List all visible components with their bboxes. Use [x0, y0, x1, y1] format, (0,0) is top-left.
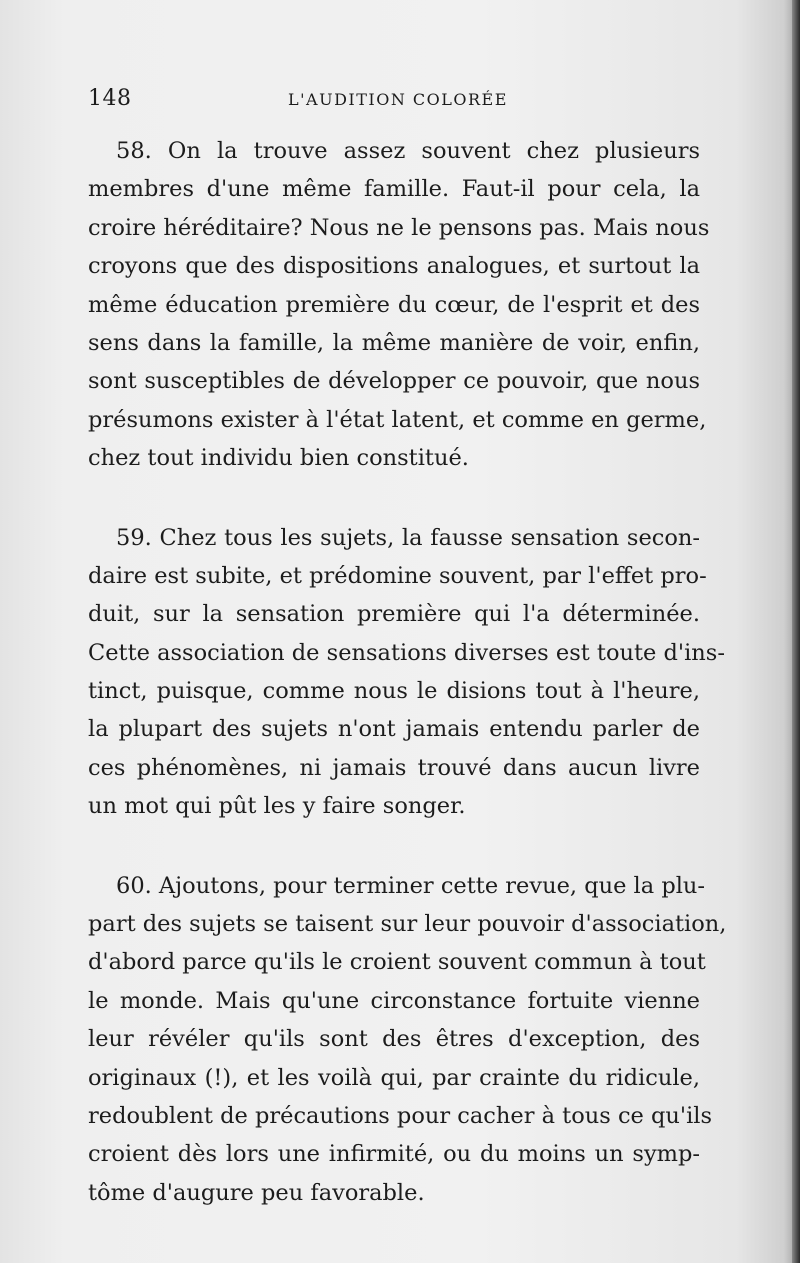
text-line: Cette association de sensations diverses est toute d'ins-	[88, 639, 725, 666]
page-number: 148	[88, 86, 132, 111]
text-line: redoublent de précautions pour cacher à tous ce qu'ils	[88, 1102, 713, 1129]
text-line: la plupart des sujets n'ont jamais entendu parler de	[88, 716, 700, 743]
text-line: daire est subite, et prédomine souvent, par l'effet pro-	[88, 562, 707, 589]
text-line: un mot qui pût les y faire songer.	[88, 793, 466, 820]
text-line: même éducation première du cœur, de l'esprit et des	[88, 291, 700, 318]
text-line: croyons que des dispositions analogues, et surtout la	[88, 253, 700, 280]
body-text	[88, 132, 727, 1253]
text-line: sens dans la famille, la même manière de voir, enfin,	[88, 329, 700, 356]
text-line: ces phénomènes, ni jamais trouvé dans aucun livre	[88, 754, 700, 781]
text-line: le monde. Mais qu'une circonstance fortuite vienne	[88, 987, 700, 1014]
paragraph-58	[88, 132, 710, 478]
text-line: leur révéler qu'ils sont des êtres d'exception, des	[88, 1026, 700, 1053]
page-spine-edge	[792, 0, 800, 1263]
text-line: tôme d'augure peu favorable.	[88, 1179, 425, 1206]
paragraph-59	[88, 519, 725, 826]
page-header	[88, 86, 694, 118]
text-line: sont susceptibles de développer ce pouvoir, que nous	[88, 368, 700, 395]
text-line: part des sujets se taisent sur leur pouvoir d'association,	[88, 911, 727, 938]
text-line: croient dès lors une infirmité, ou du moins un symp-	[88, 1141, 700, 1168]
text-line: présumons exister à l'état latent, et comme en germe,	[88, 406, 707, 433]
paragraph-60	[88, 867, 727, 1213]
text-line: 60. Ajoutons, pour terminer cette revue, que la plu-	[116, 872, 706, 899]
text-line: chez tout individu bien constitué.	[88, 445, 469, 472]
text-line: 59. Chez tous les sujets, la fausse sensation secon-	[116, 524, 700, 551]
text-line: croire héréditaire? Nous ne le pensons pas. Mais nous	[88, 214, 710, 241]
text-line: 58. On la trouve assez souvent chez plusieurs	[116, 138, 700, 164]
running-title: L'AUDITION COLORÉE	[288, 90, 508, 109]
text-line: tinct, puisque, comme nous le disions tout à l'heure,	[88, 678, 700, 705]
text-line: duit, sur la sensation première qui l'a déterminée.	[88, 601, 700, 628]
text-line: originaux (!), et les voilà qui, par crainte du ridicule,	[88, 1064, 700, 1091]
text-line: d'abord parce qu'ils le croient souvent commun à tout	[88, 949, 706, 976]
text-line: membres d'une même famille. Faut-il pour cela, la	[88, 176, 700, 203]
